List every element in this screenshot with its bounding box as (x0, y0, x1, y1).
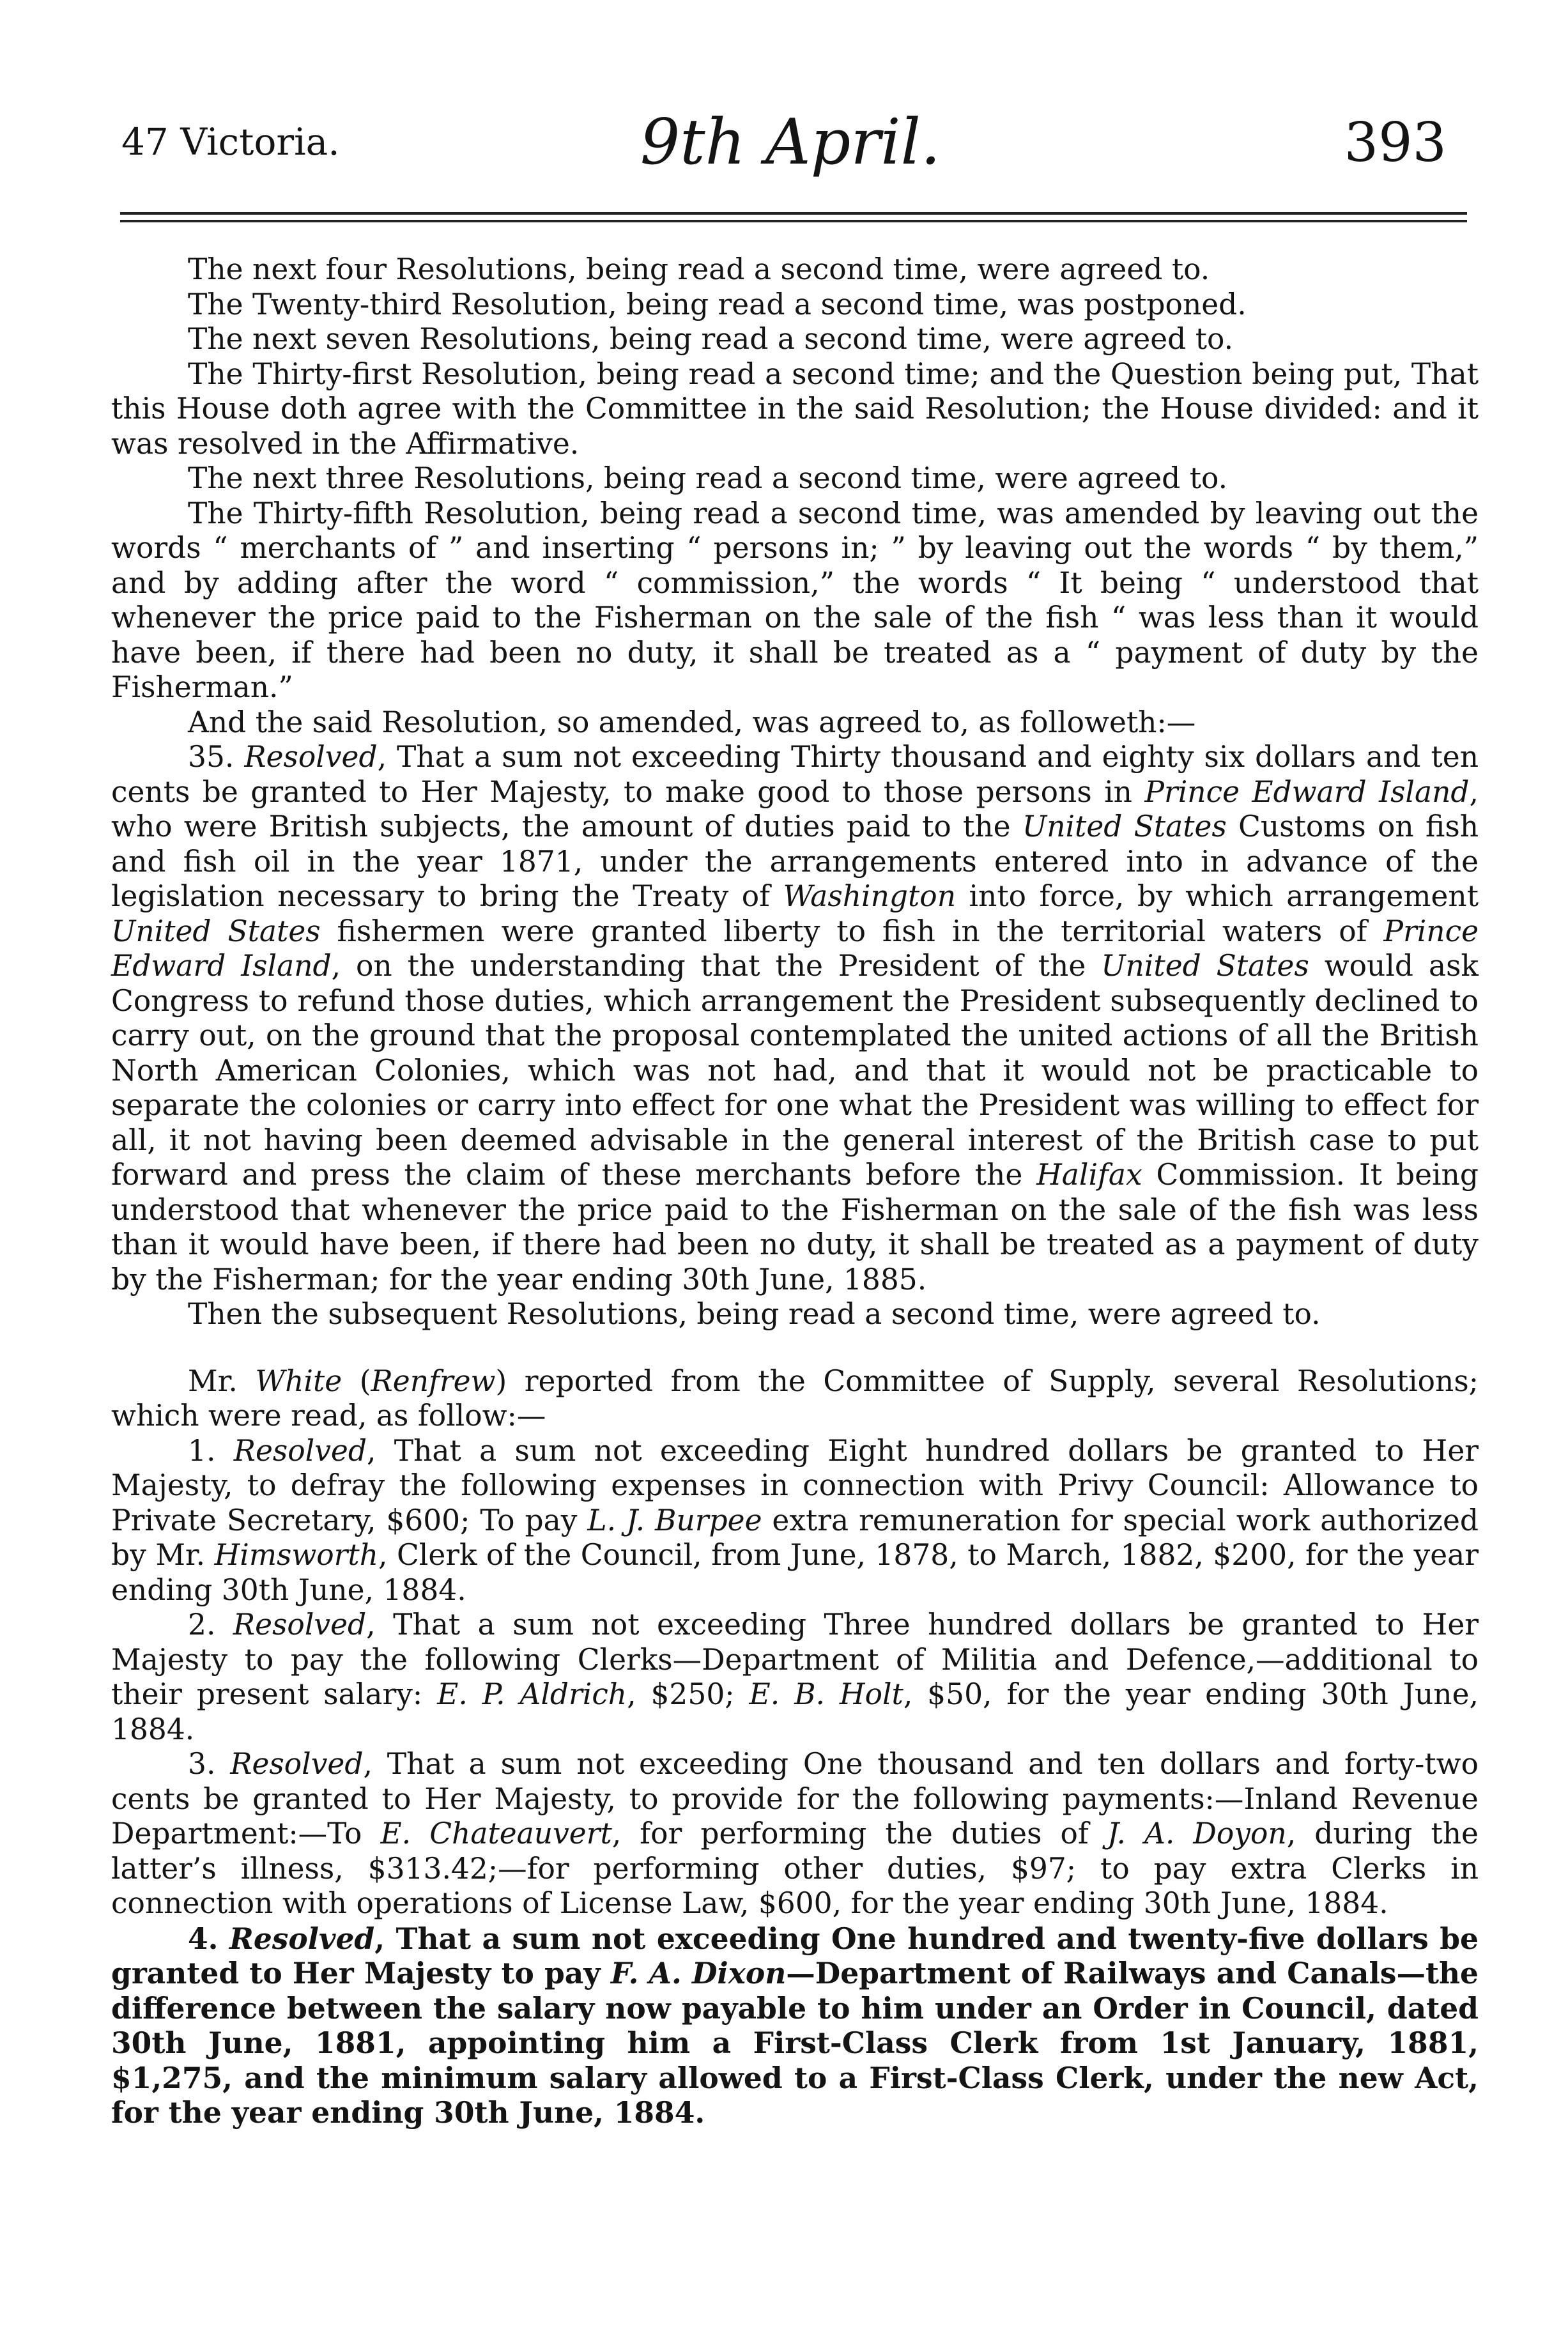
journal-paragraph: The next three Resolutions, being read a second time, were agreed to. (188, 461, 1228, 495)
journal-paragraph: The Thirty-fifth Resolution, being read a second time, was amended by leaving out the words “ merchants of ” and inserting “ persons in; ” by leaving out the words “ by them,” and by adding after the word “ commission,” the words “ It being “ understood that whenever the price paid to the Fisherman on the sale of the fish “ was less than it would have been, if there had been no duty, it shall be treated as a “ payment of duty by the Fisherman.” (111, 496, 1479, 704)
journal-paragraph: 35. Resolved, That a sum not exceeding Thirty thousand and eighty six dollars and ten cents be granted to Her Majesty, to make good to those persons in Prince Edward Island, who were British subjects, the amount of duties paid to the United States Customs on fish and fish oil in the year 1871, under the arrangements entered into in advance of the legislation necessary to bring the Treaty of Washington into force, by which arrangement United States fishermen were granted liberty to fish in the territorial waters of Prince Edward Island, on the understanding that the President of the United States would ask Congress to refund those duties, which arrangement the President subsequently declined to carry out, on the ground that the proposal contemplated the united actions of all the British North American Colonies, which was not had, and that it would not be practicable to separate the colonies or carry into effect for one what the President was willing to effect for all, it not having been deemed advisable in the general interest of the British case to put forward and press the claim of these merchants before the Halifax Commission. It being understood that whenever the price paid to the Fisherman on the sale of the fish was less than it would have been, if there had been no duty, it shall be treated as a payment of duty by the Fisherman; for the year ending 30th June, 1885. (111, 740, 1479, 1296)
sitting-date: 9th April. (640, 106, 941, 179)
page-header (115, 102, 1466, 179)
journal-paragraph: The Thirty-first Resolution, being read a second time; and the Question being put, That this House doth agree with the Committee in the said Resolution; the House divided: and it was resolved in the Affirmative. (111, 357, 1479, 461)
journal-body (111, 252, 1479, 2130)
journal-paragraph: 2. Resolved, That a sum not exceeding Three hundred dollars be granted to Her Majesty to pay the following Clerks—Department of Militia and Defence,—additional to their present salary: E. P. Aldrich, $250; E. B. Holt, $50, for the year ending 30th June, 1884. (111, 1608, 1479, 1746)
journal-paragraph: The next four Resolutions, being read a second time, were agreed to. (188, 252, 1210, 286)
page-number: 393 (1344, 111, 1447, 174)
journal-paragraph: The next seven Resolutions, being read a second time, were agreed to. (188, 322, 1234, 356)
journal-paragraph: Mr. White (Renfrew) reported from the Committee of Supply, several Resolutions; which were read, as follow:— (111, 1364, 1479, 1433)
header-rule-bottom (120, 220, 1467, 222)
header-rule-top (120, 212, 1467, 215)
journal-paragraph: 4. Resolved, That a sum not exceeding One hundred and twenty-five dollars be granted to Her Majesty to pay F. A. Dixon—Department of Railways and Canals—the difference between the salary now payable to him under an Order in Council, dated 30th June, 1881, appointing him a First-Class Clerk from 1st January, 1881, $1,275, and the minimum salary allowed to a First-Class Clerk, under the new Act, for the year ending 30th June, 1884. (111, 1921, 1479, 2130)
regnal-year: 47 Victoria. (121, 120, 340, 164)
journal-paragraph: Then the subsequent Resolutions, being read a second time, were agreed to. (188, 1297, 1321, 1331)
journal-paragraph: 3. Resolved, That a sum not exceeding One thousand and ten dollars and forty-two cents be granted to Her Majesty, to provide for the following payments:—Inland Revenue Department:—To E. Chateauvert, for performing the duties of J. A. Doyon, during the latter’s illness, $313.42;—for performing other duties, $97; to pay extra Clerks in connection with operations of License Law, $600, for the year ending 30th June, 1884. (111, 1747, 1479, 1920)
journal-paragraph: And the said Resolution, so amended, was agreed to, as followeth:— (188, 705, 1196, 739)
journal-paragraph: The Twenty-third Resolution, being read a second time, was postponed. (188, 287, 1247, 321)
journal-paragraph: 1. Resolved, That a sum not exceeding Eight hundred dollars be granted to Her Majesty, to defray the following expenses in connection with Privy Council: Allowance to Private Secretary, $600; To pay L. J. Burpee extra remuneration for special work authorized by Mr. Himsworth, Clerk of the Council, from June, 1878, to March, 1882, $200, for the year ending 30th June, 1884. (111, 1433, 1479, 1607)
